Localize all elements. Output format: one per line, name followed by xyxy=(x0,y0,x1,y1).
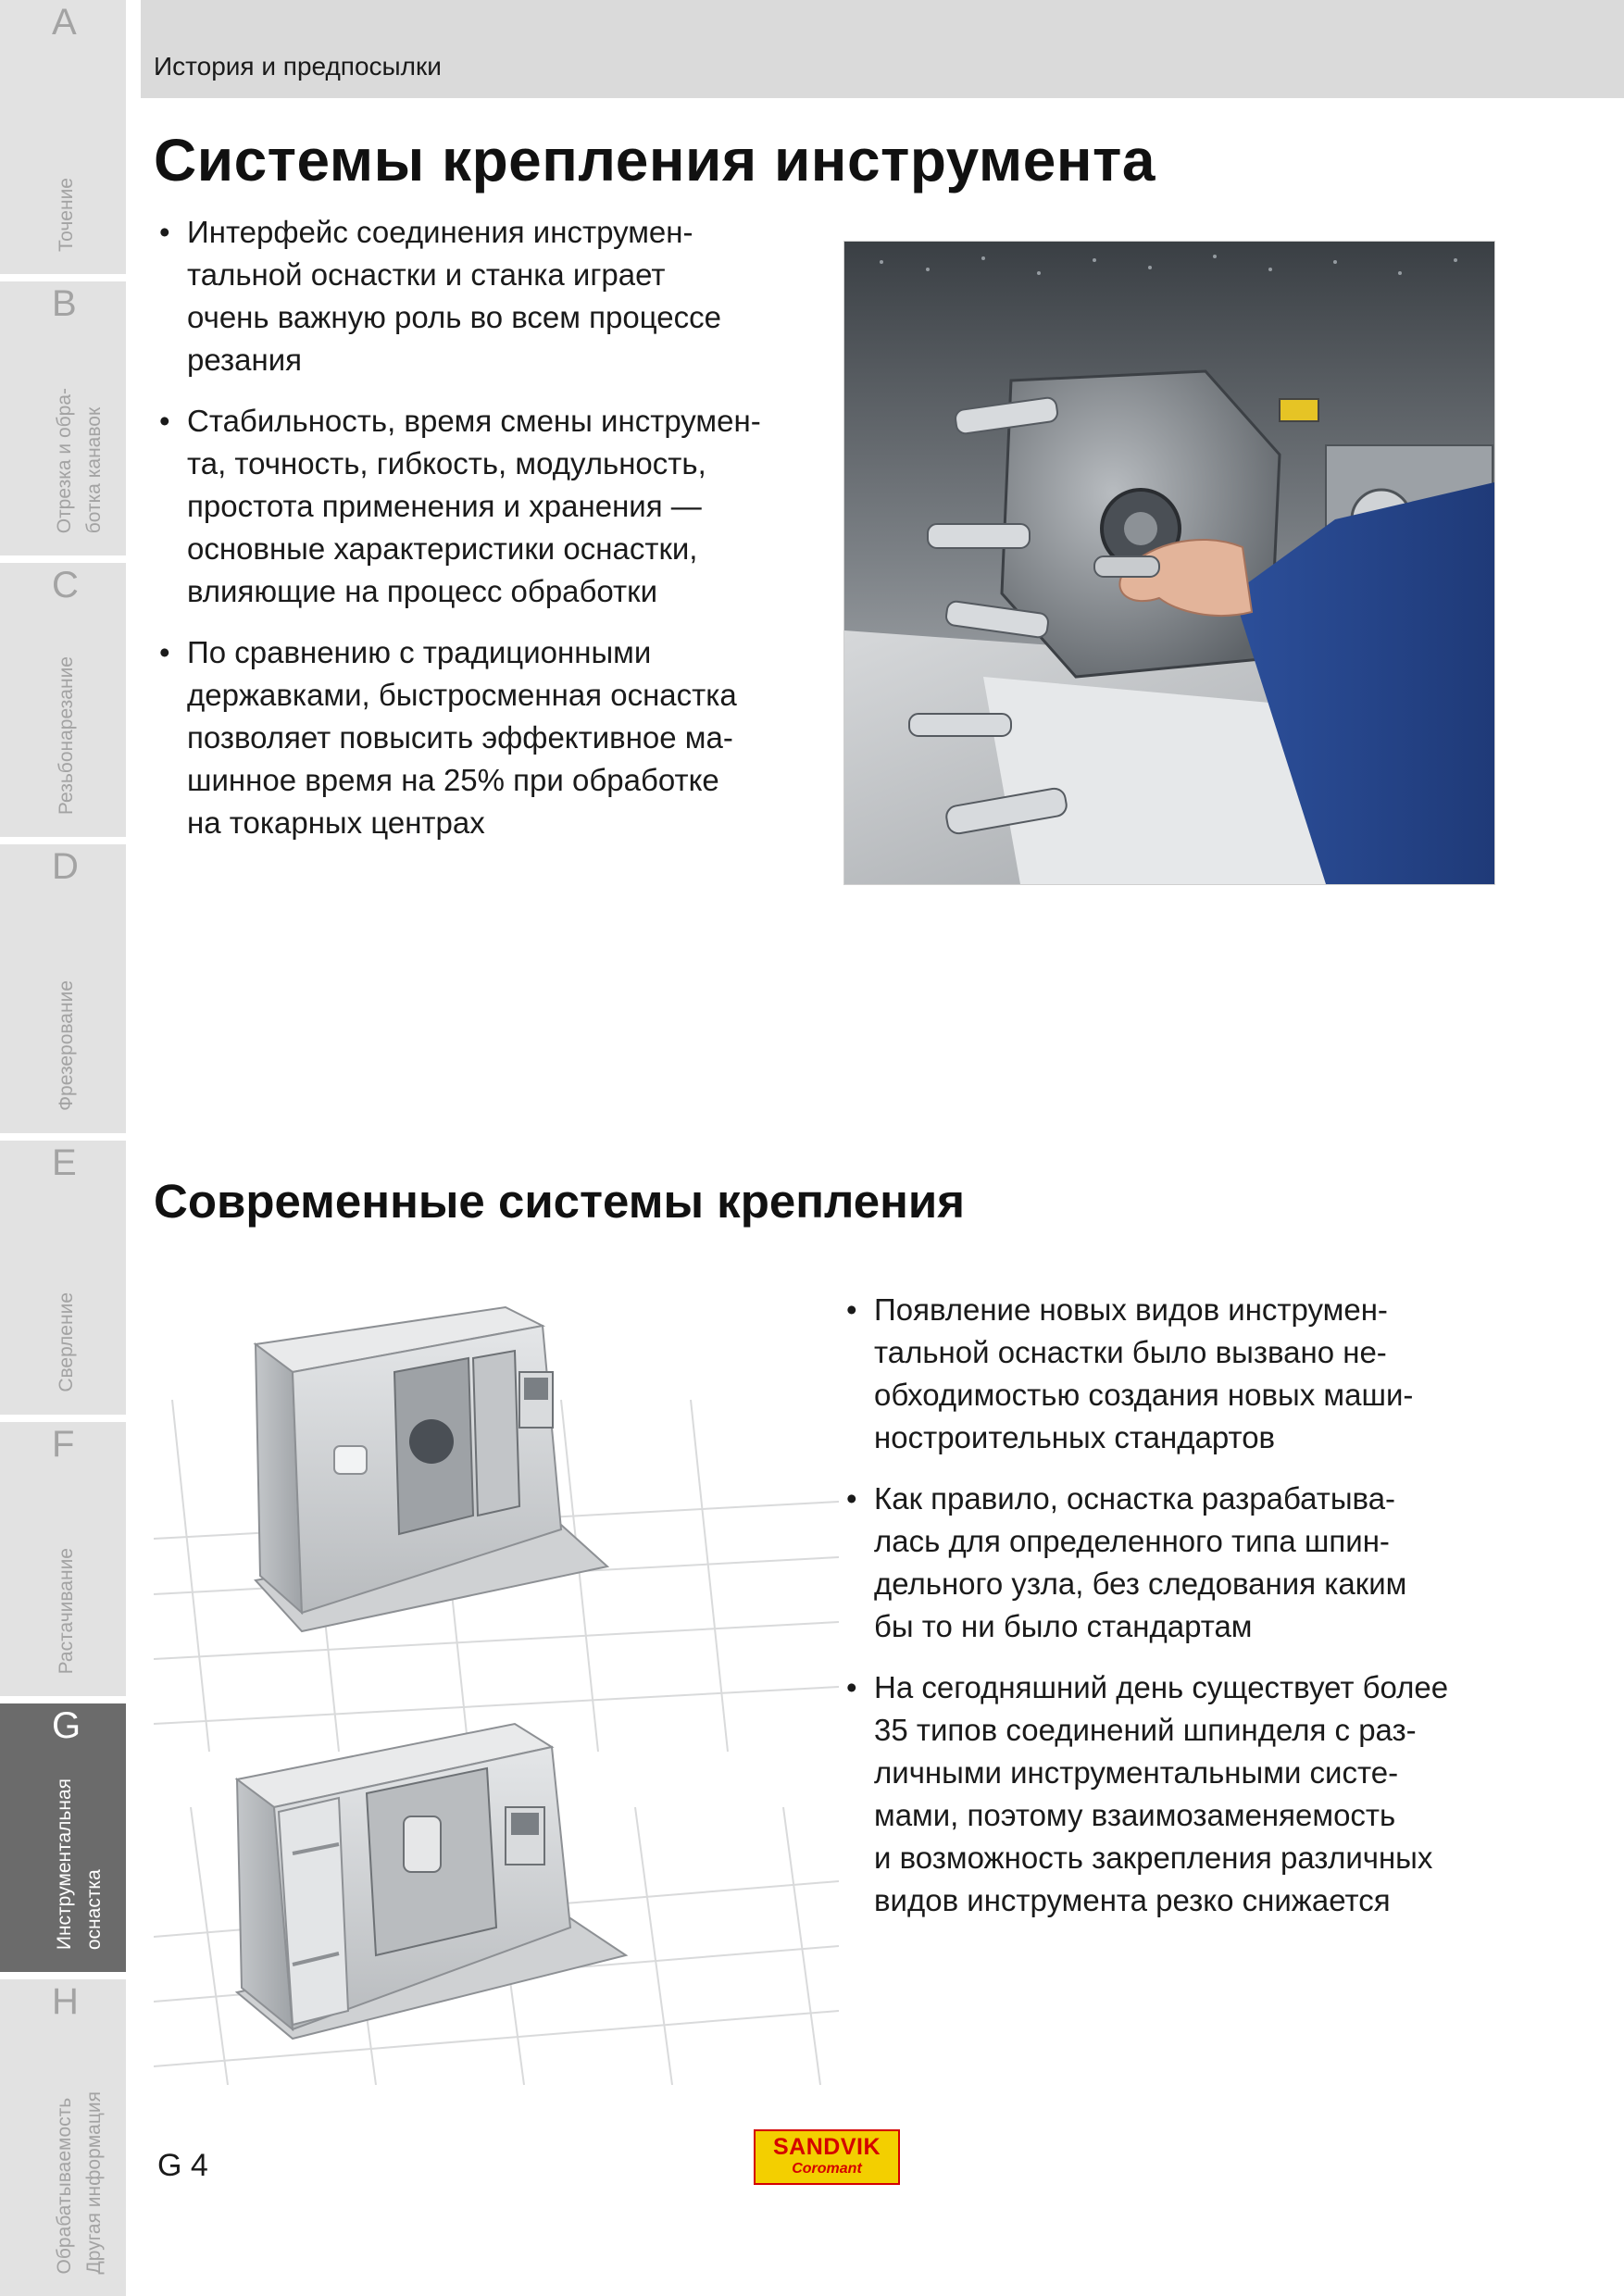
tab-label: Фрезерование xyxy=(56,980,77,1111)
bullet-list xyxy=(846,1289,1513,1940)
tab-label: Растачивание xyxy=(56,1547,77,1674)
list-item xyxy=(846,1289,1513,1459)
list-item-text: По сравнению с традиционными державками, быстросменная оснастка позволяет повысить эффективное ма- шинное время на 25% при обработке на токарных центрах xyxy=(187,635,737,840)
machine-2 xyxy=(237,1724,626,2039)
list-item xyxy=(159,631,826,844)
tab-parting-grooving[interactable] xyxy=(0,281,126,555)
sandvik-coromant-logo xyxy=(754,2129,900,2185)
cnc-lathe-illustrations xyxy=(154,1289,839,2085)
tab-milling[interactable] xyxy=(0,844,126,1133)
list-item-text: Появление новых видов инструмен- тальной оснастки было вызвано не- обходимостью создания новых маши- ностроительных стандартов xyxy=(874,1292,1414,1454)
tab-turning[interactable] xyxy=(0,0,126,274)
tab-label: Инструментальная оснастка xyxy=(54,1778,105,1950)
list-item xyxy=(159,211,826,381)
tab-letter: C xyxy=(52,565,79,605)
tab-label: Резьбонарезание xyxy=(56,655,77,815)
list-item xyxy=(846,1666,1513,1922)
list-item xyxy=(846,1478,1513,1648)
tab-threading[interactable] xyxy=(0,563,126,837)
list-item-text: Интерфейс соединения инструмен- тальной оснастки и станка играет очень важную роль во всем процессе резания xyxy=(187,215,721,377)
page-number: G 4 xyxy=(157,2148,208,2183)
list-item xyxy=(159,400,826,613)
bullet-dot: • xyxy=(159,635,170,669)
bullet-dot: • xyxy=(846,1481,857,1516)
list-item-text: Как правило, оснастка разрабатыва- лась для определенного типа шпин- дельного узла, без следования каким бы то ни было стандартам xyxy=(874,1481,1407,1643)
tab-letter: E xyxy=(52,1142,77,1183)
tab-label: Отрезка и обра- ботка канавок xyxy=(54,387,105,533)
header-bar xyxy=(141,0,1624,98)
tab-label: Точение xyxy=(56,177,77,252)
machine-illustrations xyxy=(154,1289,839,2085)
tab-letter: G xyxy=(52,1705,81,1746)
list-item-text: На сегодняшний день существует более 35 типов соединений шпинделя с раз- личными инструментальными систе- мами, поэтому взаимозаменяемость и возможность закрепления различных видов инструмента резко снижается xyxy=(874,1670,1449,1917)
tab-label: Сверление xyxy=(56,1292,77,1392)
bullet-list xyxy=(159,211,826,863)
logo-main-text: SANDVIK xyxy=(772,2134,881,2160)
machine-1 xyxy=(256,1307,607,1631)
bullet-dot: • xyxy=(846,1292,857,1327)
tab-letter: D xyxy=(52,846,79,887)
logo-sub-text: Coromant xyxy=(792,2161,862,2177)
turret-photo-illustration xyxy=(844,242,1494,884)
bullet-dot: • xyxy=(159,215,170,249)
turret-photo xyxy=(843,241,1495,885)
section-title: Современные системы крепления xyxy=(154,1175,966,1228)
section-tabs xyxy=(0,0,126,2296)
list-item-text: Стабильность, время смены инструмен- та, точность, гибкость, модульность, простота применения и хранения — основные характеристики оснастки, влияющие на процесс обработки xyxy=(187,404,761,608)
tab-letter: A xyxy=(52,2,77,43)
bullet-dot: • xyxy=(159,404,170,438)
tab-letter: H xyxy=(52,1981,79,2022)
tab-boring[interactable] xyxy=(0,1422,126,1696)
tab-letter: F xyxy=(52,1424,75,1465)
breadcrumb: История и предпосылки xyxy=(154,52,442,81)
tab-letter: B xyxy=(52,283,77,324)
tab-label: Обрабатываемость Другая информация xyxy=(54,2090,105,2274)
tab-machinability-other[interactable] xyxy=(0,1979,126,2296)
tab-drilling[interactable] xyxy=(0,1141,126,1415)
tab-tool-holding[interactable] xyxy=(0,1703,126,1972)
section-title: Системы крепления инструмента xyxy=(154,127,1156,193)
bullet-dot: • xyxy=(846,1670,857,1704)
